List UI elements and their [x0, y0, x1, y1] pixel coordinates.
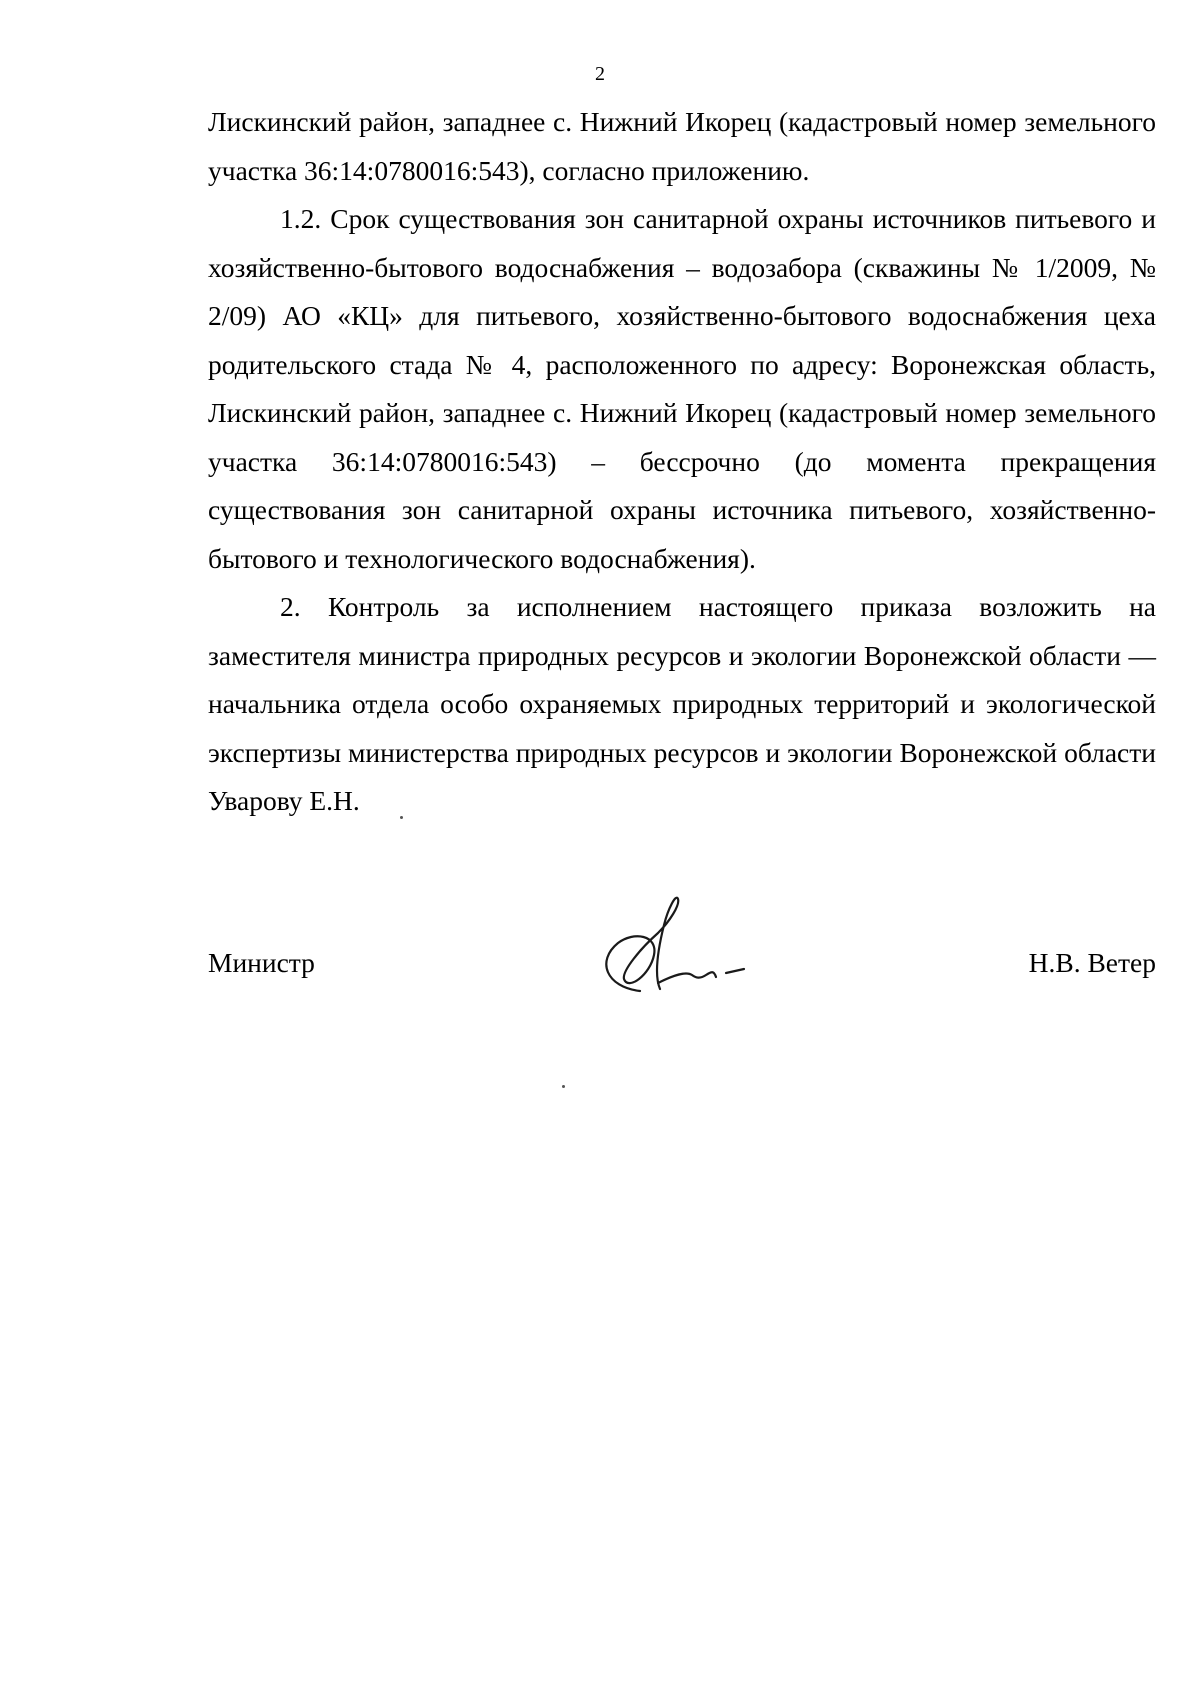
handwritten-signature-icon [588, 891, 778, 1011]
signatory-name: Н.В. Ветер [1028, 947, 1156, 978]
stray-dot [562, 1085, 565, 1088]
page-number: 2 [595, 63, 605, 85]
stray-dot [400, 816, 403, 819]
signature-block [208, 925, 1156, 1035]
paragraph-2: 2. Контроль за исполнением настоящего приказа возложить на заместителя министра природных ресурсов и экологии Воронежской области — начальника отдела особо охраняемых природных территорий и экологической экспертизы министерства природных ресурсов и экологии Воронежской области Уварову Е.Н. [208, 591, 1156, 816]
paragraph-1-2: 1.2. Срок существования зон санитарной охраны источников питьевого и хозяйственно-бытового водоснабжения – водозабора (скважины № 1/2009, № 2/09) АО «КЦ» для питьевого, хозяйственно-бытового водоснабжения цеха родительского стада № 4, расположенного по адресу: Воронежская область, Лискинский район, западнее с. Нижний Икорец (кадастровый номер земельного участка 36:14:0780016:543) – бессрочно (до момента прекращения существования зон санитарной охраны источника питьевого, хозяйственно-бытового и технологического водоснабжения). [208, 203, 1156, 574]
paragraph-continuation: Лискинский район, западнее с. Нижний Икорец (кадастровый номер земельного участка 36:14:0780016:543), согласно приложению. [208, 106, 1156, 186]
signatory-title: Министр [208, 947, 315, 978]
document-body [208, 98, 1156, 826]
